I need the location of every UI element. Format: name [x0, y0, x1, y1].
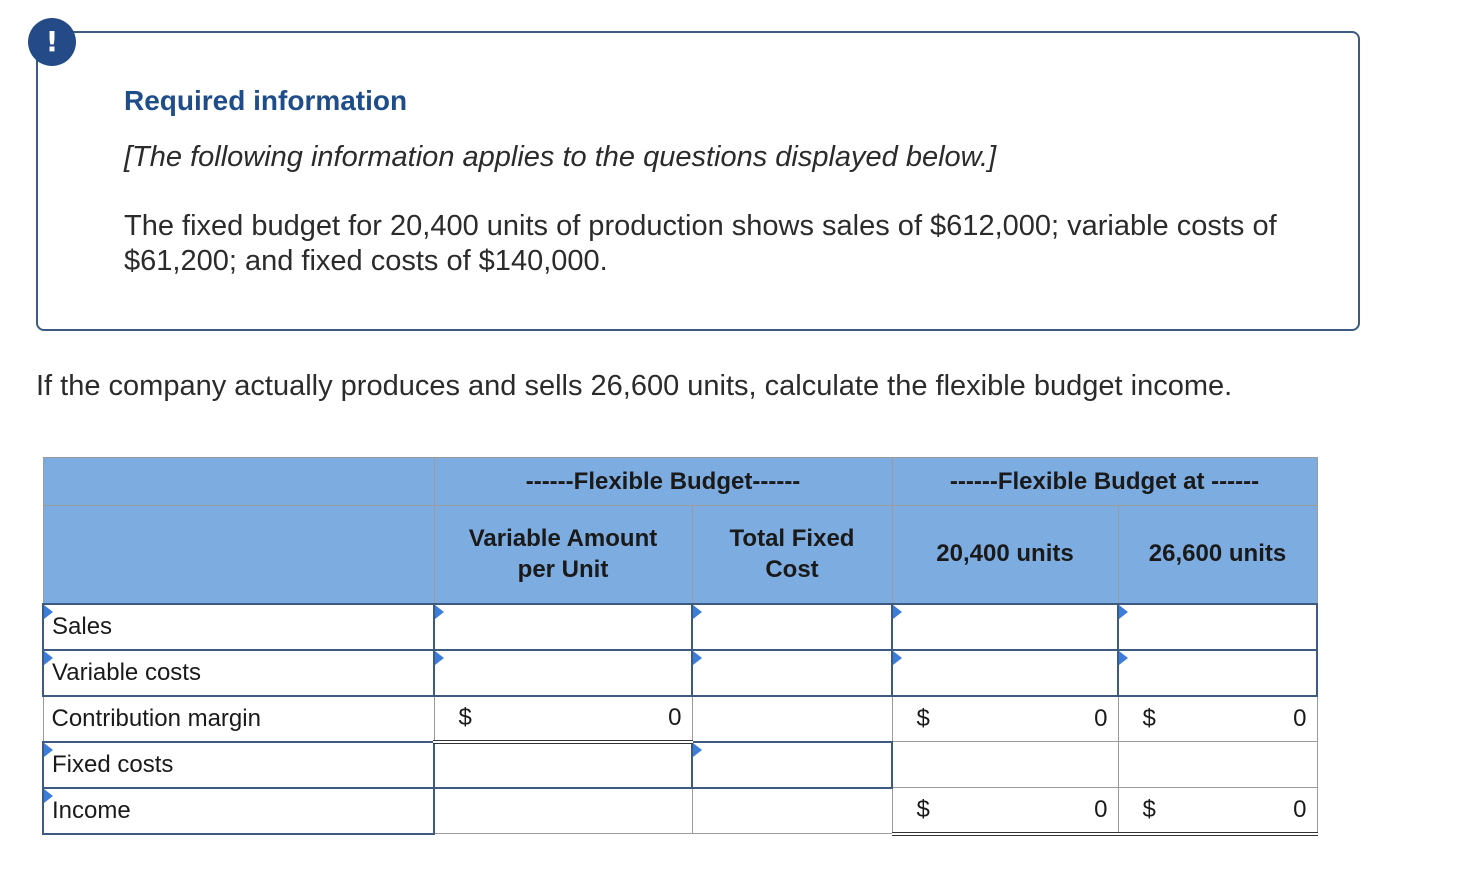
header-blank-2 — [43, 506, 434, 604]
header-flexible-budget-at: ------Flexible Budget at ------ — [892, 458, 1317, 506]
input-marker-icon — [44, 789, 53, 803]
input-marker-icon — [44, 651, 53, 665]
input-marker-icon — [435, 651, 444, 665]
col-fixed-label: Total Fixed Cost — [729, 525, 855, 584]
cm-fixed-cost — [692, 696, 892, 742]
row-label-contribution-margin: Contribution margin — [43, 696, 434, 742]
header-flexible-budget: ------Flexible Budget------ — [434, 458, 892, 506]
currency-symbol: $ — [458, 704, 472, 731]
fixed-costs-label: Fixed costs — [52, 750, 174, 778]
fixed-costs-20400 — [892, 742, 1118, 788]
information-note: [The following information applies to the questions displayed below.] — [124, 141, 997, 173]
income-20400 — [892, 788, 1118, 834]
currency-symbol: $ — [916, 704, 930, 732]
sales-variable-per-unit-input[interactable] — [434, 604, 692, 650]
input-marker-icon — [44, 605, 53, 619]
fixed-costs-total-input[interactable] — [692, 742, 892, 788]
income-variable-per-unit — [434, 788, 692, 834]
income-label: Income — [52, 796, 131, 824]
input-marker-icon — [1119, 605, 1128, 619]
question-text: If the company actually produces and sells 26,600 units, calculate the flexible budget income. — [36, 370, 1233, 402]
col-total-fixed-cost — [692, 506, 892, 604]
required-information-box — [36, 31, 1360, 331]
input-marker-icon — [693, 651, 702, 665]
required-information-title: Required information — [124, 85, 408, 116]
variable-costs-20400-input[interactable] — [892, 650, 1118, 696]
income-fixed-cost — [692, 788, 892, 834]
information-body: The fixed budget for 20,400 units of production shows sales of $612,000; variable costs of $61,200; and fixed costs of $140,000. — [124, 210, 1277, 277]
variable-costs-fixed-input[interactable] — [692, 650, 892, 696]
cm-variable-value: 0 — [668, 704, 682, 731]
currency-symbol: $ — [1142, 704, 1156, 732]
cm-20400 — [892, 696, 1118, 742]
variable-costs-26600-input[interactable] — [1118, 650, 1317, 696]
cm-26600-value: 0 — [1293, 704, 1307, 732]
sales-20400-input[interactable] — [892, 604, 1118, 650]
flexible-budget-table — [42, 457, 1318, 836]
col-variable-amount-per-unit — [434, 506, 692, 604]
row-label-income[interactable] — [43, 788, 434, 834]
input-marker-icon — [893, 651, 902, 665]
input-marker-icon — [693, 605, 702, 619]
col-26600-units: 26,600 units — [1118, 506, 1317, 604]
input-marker-icon — [44, 743, 53, 757]
cm-variable-per-unit — [434, 696, 692, 742]
currency-symbol: $ — [916, 795, 930, 823]
alert-icon: ! — [28, 18, 76, 66]
fixed-costs-per-unit-input[interactable] — [434, 742, 692, 788]
row-label-sales[interactable] — [43, 604, 434, 650]
row-label-fixed-costs[interactable] — [43, 742, 434, 788]
income-26600-value: 0 — [1293, 795, 1307, 823]
input-marker-icon — [435, 605, 444, 619]
cm-20400-value: 0 — [1094, 704, 1108, 732]
income-26600 — [1118, 788, 1317, 834]
input-marker-icon — [893, 605, 902, 619]
cm-26600 — [1118, 696, 1317, 742]
row-label-variable-costs[interactable] — [43, 650, 434, 696]
currency-symbol: $ — [1142, 795, 1156, 823]
sales-label: Sales — [52, 612, 113, 640]
sales-26600-input[interactable] — [1118, 604, 1317, 650]
income-20400-value: 0 — [1094, 795, 1108, 823]
col-20400-units: 20,400 units — [892, 506, 1118, 604]
header-blank — [43, 458, 434, 506]
fixed-costs-26600 — [1118, 742, 1317, 788]
col-variable-label: Variable Amount per Unit — [468, 525, 658, 584]
input-marker-icon — [693, 743, 702, 757]
sales-fixed-cost-input[interactable] — [692, 604, 892, 650]
input-marker-icon — [1119, 651, 1128, 665]
variable-costs-per-unit-input[interactable] — [434, 650, 692, 696]
variable-costs-label: Variable costs — [52, 658, 201, 686]
